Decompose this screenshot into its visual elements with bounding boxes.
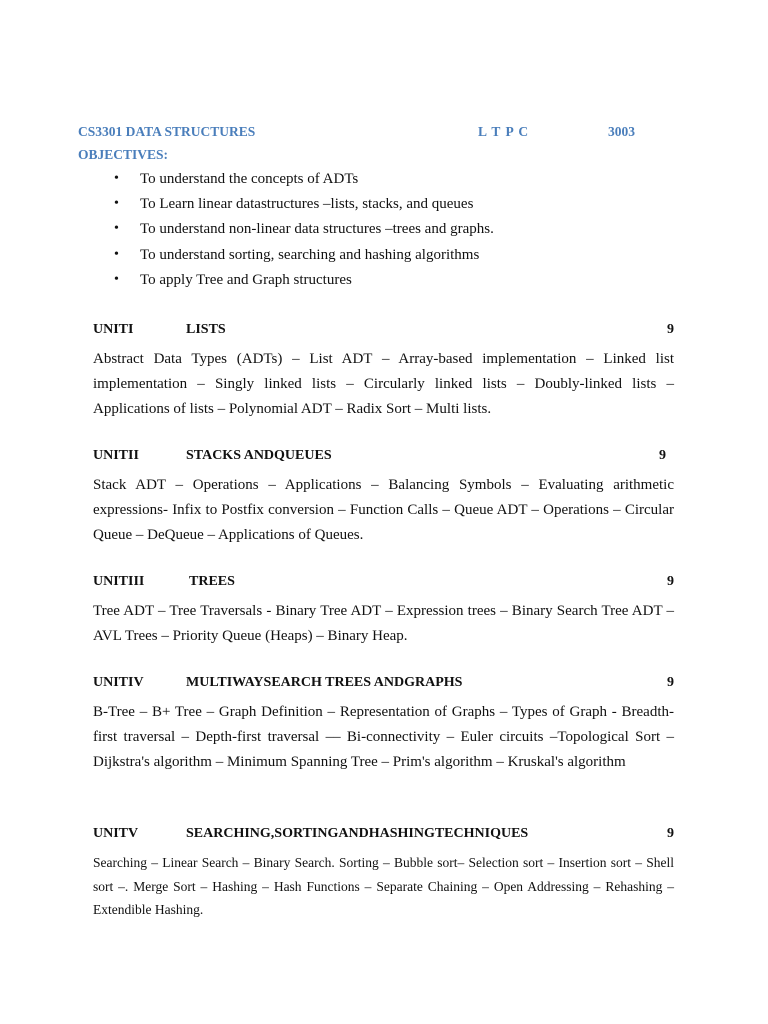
objective-item: • To apply Tree and Graph structures [118, 271, 494, 296]
course-code: CS3301 DATA STRUCTURES [78, 124, 256, 139]
unit-body: B-Tree – B+ Tree – Graph Definition – Representation of Graphs – Types of Graph - Breadth-first traversal – Depth-first traversal –– Bi-connectivity – Euler circuits –Topological Sort – Dijkstra's algorithm – Minimum Spanning Tree – Prim's algorithm – Kruskal's algorithm [93, 704, 674, 771]
unit-number: UNITV [93, 826, 139, 841]
unit-4 [93, 675, 674, 776]
objective-item: • To understand the concepts of ADTs [118, 170, 494, 195]
unit-1 [93, 322, 674, 423]
objective-item: • To Learn linear datastructures –lists, stacks, and queues [118, 195, 494, 220]
unit-number: UNITIV [93, 675, 144, 690]
unit-heading [93, 826, 674, 848]
objectives-title: OBJECTIVES: [78, 147, 169, 162]
objectives-list [118, 170, 494, 296]
unit-heading [93, 675, 674, 697]
ltpc-label: L T P C [478, 124, 530, 139]
unit-body: Abstract Data Types (ADTs) – List ADT – Array-based implementation – Linked list implementation – Singly linked lists – Circularly linked lists – Doubly-linked lists – Applications of lists – Polynomial ADT – Radix Sort – Multi lists. [93, 351, 674, 418]
unit-title: STACKS ANDQUEUES [186, 448, 332, 463]
course-header [78, 124, 678, 142]
unit-number: UNITII [93, 448, 139, 463]
unit-hours: 9 [667, 675, 674, 690]
unit-hours: 9 [659, 448, 666, 463]
unit-hours: 9 [667, 574, 674, 589]
unit-heading [93, 322, 674, 344]
unit-title: LISTS [186, 322, 226, 337]
objective-item: • To understand non-linear data structures –trees and graphs. [118, 220, 494, 245]
unit-title: SEARCHING,SORTINGANDHASHINGTECHNIQUES [186, 826, 529, 841]
unit-number: UNITI [93, 322, 134, 337]
unit-2 [93, 448, 674, 549]
unit-title: TREES [189, 574, 235, 589]
unit-number: UNITIII [93, 574, 145, 589]
unit-5 [93, 826, 674, 922]
unit-title: MULTIWAYSEARCH TREES ANDGRAPHS [186, 675, 463, 690]
unit-hours: 9 [667, 322, 674, 337]
unit-heading [93, 448, 674, 470]
unit-hours: 9 [667, 826, 674, 841]
unit-body: Searching – Linear Search – Binary Search. Sorting – Bubble sort– Selection sort – Insertion sort – Shell sort –. Merge Sort – Hashing – Hash Functions – Separate Chaining – Open Addressing – Rehashing – Extendible Hashing. [93, 855, 674, 917]
credits-value: 3003 [608, 124, 635, 139]
unit-body: Tree ADT – Tree Traversals - Binary Tree ADT – Expression trees – Binary Search Tree ADT – AVL Trees – Priority Queue (Heaps) – Binary Heap. [93, 603, 674, 645]
unit-3 [93, 574, 674, 649]
objective-item: • To understand sorting, searching and hashing algorithms [118, 246, 494, 271]
unit-heading [93, 574, 674, 596]
unit-body: Stack ADT – Operations – Applications – Balancing Symbols – Evaluating arithmetic expressions- Infix to Postfix conversion – Function Calls – Queue ADT – Operations – Circular Queue – DeQueue – Applications of Queues. [93, 477, 674, 544]
